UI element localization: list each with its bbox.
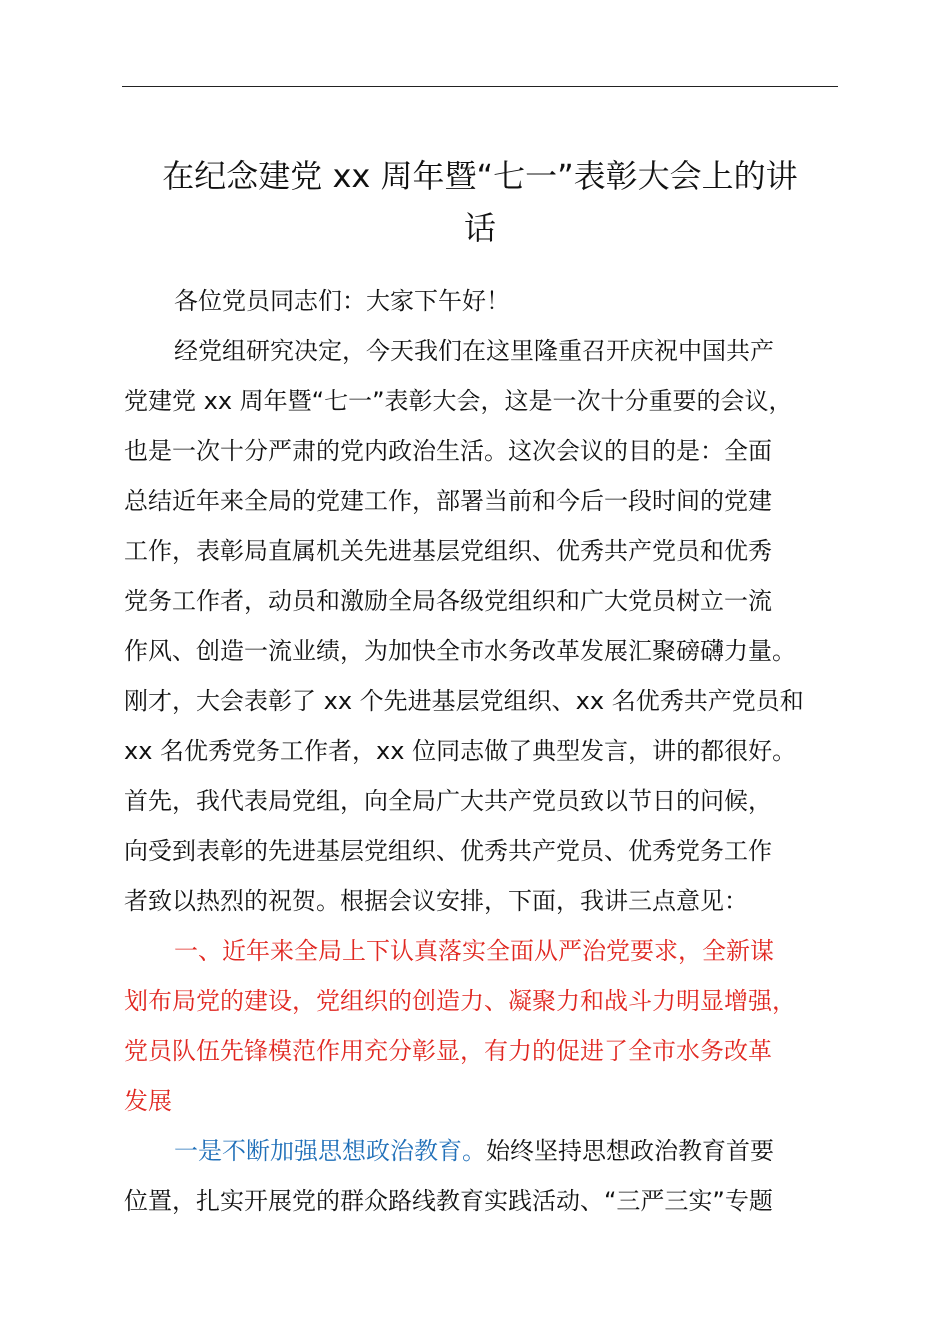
paragraph-line: 刚才，大会表彰了 xx 个先进基层党组织、xx 名优秀共产党员和 — [124, 687, 804, 715]
paragraph-line: 经党组研究决定，今天我们在这里隆重召开庆祝中国共产 — [174, 337, 774, 365]
paragraph-line — [124, 1126, 840, 1176]
paragraph-line: 作风、创造一流业绩，为加快全市水务改革发展汇聚磅礴力量。 — [124, 637, 796, 665]
page-title — [110, 150, 850, 254]
paragraph-line: xx 名优秀党务工作者，xx 位同志做了典型发言，讲的都很好。 — [124, 737, 797, 765]
paragraph-line: 总结近年来全局的党建工作，部署当前和今后一段时间的党建 — [124, 487, 772, 515]
paragraph-line: 党务工作者，动员和激励全局各级党组织和广大党员树立一流 — [124, 587, 772, 615]
section-1-heading — [124, 926, 840, 1126]
point-1-text: 始终坚持思想政治教育首要 — [486, 1137, 774, 1165]
paragraph-line: 向受到表彰的先进基层党组织、优秀共产党员、优秀党务工作 — [124, 837, 772, 865]
paragraph-1 — [124, 326, 840, 926]
paragraph-line: 工作，表彰局直属机关先进基层党组织、优秀共产党员和优秀 — [124, 537, 772, 565]
header-rule — [122, 86, 838, 87]
speech-body — [124, 276, 840, 1226]
heading-line: 一、近年来全局上下认真落实全面从严治党要求，全新谋 — [174, 937, 774, 965]
heading-line: 发展 — [124, 1087, 172, 1115]
paragraph-line: 也是一次十分严肃的党内政治生活。这次会议的目的是：全面 — [124, 437, 772, 465]
heading-line: 划布局党的建设，党组织的创造力、凝聚力和战斗力明显增强， — [124, 987, 796, 1015]
point-1-label: 一是不断加强思想政治教育。 — [174, 1137, 486, 1165]
paragraph-line: 者致以热烈的祝贺。根据会议安排，下面，我讲三点意见： — [124, 887, 748, 915]
paragraph-line: 党建党 xx 周年暨“七一”表彰大会，这是一次十分重要的会议， — [124, 387, 793, 415]
title-line-1: 在纪念建党 xx 周年暨“七一”表彰大会上的讲 — [162, 157, 798, 195]
paragraph-line: 位置，扎实开展党的群众路线教育实践活动、“三严三实”专题 — [124, 1187, 773, 1215]
title-line-2: 话 — [463, 209, 496, 247]
greeting: 各位党员同志们：大家下午好！ — [174, 287, 510, 315]
paragraph-line: 首先，我代表局党组，向全局广大共产党员致以节日的问候， — [124, 787, 772, 815]
heading-line: 党员队伍先锋模范作用充分彰显，有力的促进了全市水务改革 — [124, 1037, 772, 1065]
point-1-paragraph — [124, 1126, 840, 1226]
